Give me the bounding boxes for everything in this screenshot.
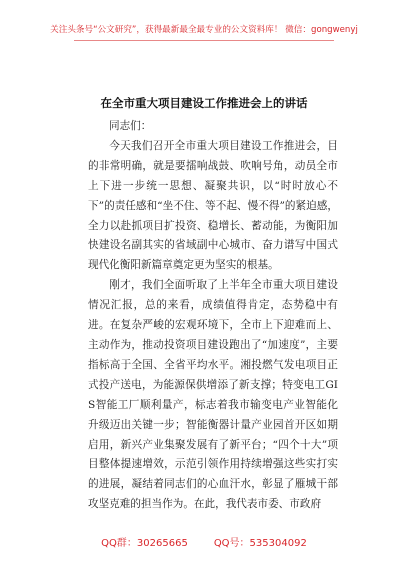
salutation: 同志们： — [109, 120, 152, 132]
paragraph-1: 今天我们召开全市重大项目建设工作推进会，目的非常明确，就是要擂响战鼓、吹响号角，动员全市上下进一步统一思想、凝聚共识，以“时时放心不下”的责任感和“坐不住、等不起、慢不得”的紧迫感，全力以赴抓项目扩投资、稳增长、蓄动能，为衡阳加快建设名副其实的省域副中心城市、奋力谱写中国式现代化衡阳新篇章奠定更为坚实的根基。 — [88, 139, 338, 272]
paragraph-2: 刚才，我们全面听取了上半年全市重大项目建设情况汇报，总的来看，成绩值得肯定，态势稳中有进。在复杂严峻的宏观环境下，全市上下迎难而上、主动作为，推动投资项目建设跑出了“加速度”，主要指标高于全国、全省平均水平。湘投燃气发电项目正式投产送电，为能源保供增添了新支撑；特变电工GIS智能工厂顺利量产，标志着我市输变电产业智能化升级迈出关键一步；智能衡器计量产业园首开区如期启用，新兴产业集聚发展有了新平台；“四个十大”项目整体提速增效，示范引领作用持续增强这些实打实的进展，凝结着同志们的心血汗水，彰显了雁城干部攻坚克难的担当作为。在此，我代表市委、市政府 — [88, 279, 338, 511]
footer-contact — [0, 534, 408, 549]
footer-qq-group: QQ群：30265665 — [101, 538, 188, 549]
document-body — [88, 117, 338, 515]
header-promo-note: 关注头条号“公文研究”，获得最新最全最专业的公文资料库！ 微信：gongwenyj — [50, 25, 358, 35]
document-title: 在全市重大项目建设工作推进会上的讲话 — [100, 96, 308, 110]
footer-qq-number: QQ号：535304092 — [213, 538, 307, 549]
header-divider — [74, 40, 334, 41]
